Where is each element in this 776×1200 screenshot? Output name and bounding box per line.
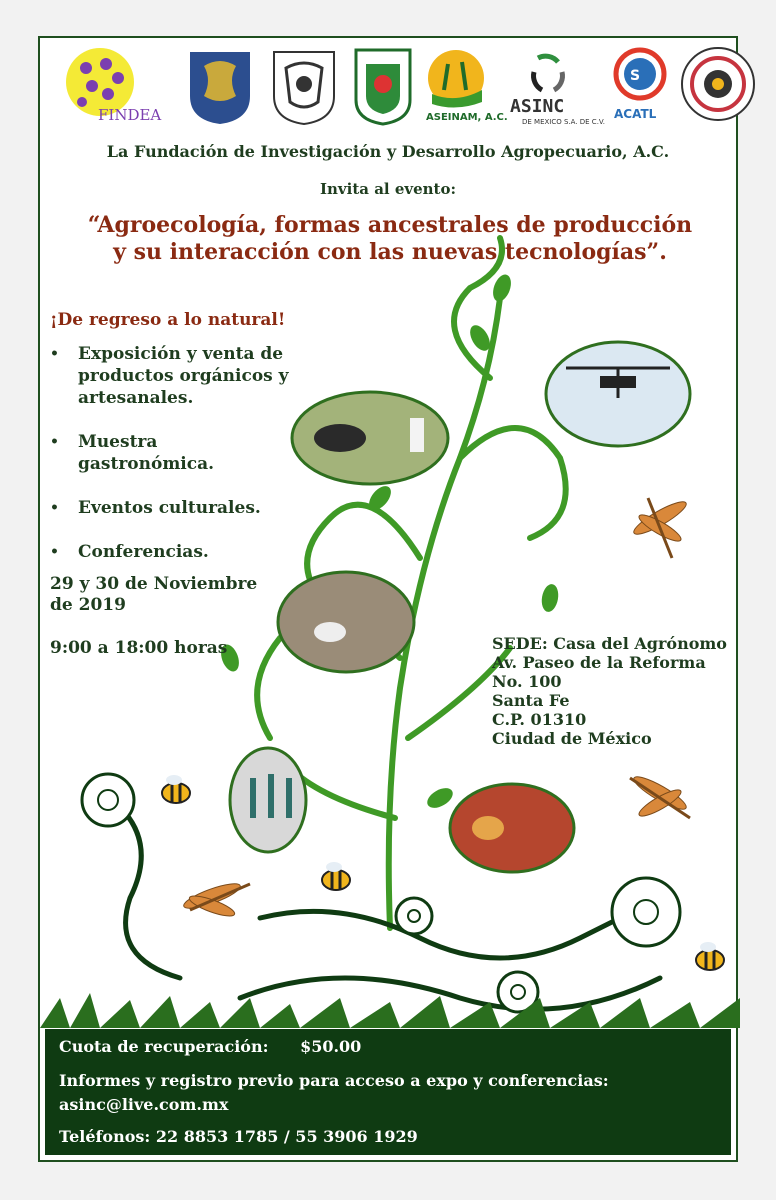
list-item-line: artesanales. [78,388,194,408]
flower-icon [82,774,134,826]
asinc-logo-text: ASINC [510,96,565,117]
venue-line: Santa Fe [492,691,570,710]
registration-info: Informes y registro previo para acceso a expo y conferencias: [59,1071,609,1090]
asinc-logo-subtext: DE MEXICO S.A. DE C.V. [522,118,606,126]
swirl-vine [260,898,660,958]
vine-branch [454,238,502,378]
dragonfly-icon [181,879,250,920]
venue-line: SEDE: Casa del Agrónomo [492,634,727,653]
activities-list [50,343,320,585]
swirl-vine [240,978,660,1009]
venue-line: Ciudad de México [492,729,652,748]
list-item-line: Exposición y venta de [78,344,284,364]
list-item [50,541,320,563]
fee-label: Cuota de recuperación: [59,1037,269,1056]
invite-text: Invita al evento: [319,180,457,198]
event-poster [38,36,738,1162]
event-dates-line1: 29 y 30 de Noviembre [50,574,258,594]
leaf-shape [490,272,515,304]
contact-phones: Teléfonos: 22 8853 1785 / 55 3906 1929 [59,1127,418,1146]
venue-line: Av. Paseo de la Reforma [492,653,706,672]
contact-footer [44,1028,732,1156]
bee-icon [696,942,724,970]
ballet-dancers-photo [230,748,306,852]
bee-icon [322,862,350,890]
list-item [50,431,320,475]
grass-strip [40,993,740,1028]
slogan: ¡De regreso a lo natural! [50,310,286,330]
leaf-shape [540,583,561,613]
svg-text:S: S [630,68,641,84]
list-item-line: productos orgánicos y [78,366,289,386]
bullet-icon: • [50,346,59,362]
list-item-line: Muestra [78,432,158,452]
list-item [50,497,320,519]
bullet-icon: • [50,434,59,450]
livestock-stable-photo [278,572,414,672]
venue-address [492,634,727,748]
event-hours: 9:00 a 18:00 horas [50,638,228,658]
list-item-line: Eventos culturales. [78,498,261,518]
bullet-icon: • [50,500,59,516]
event-dates-line2: de 2019 [50,595,126,615]
organization-name: La Fundación de Investigación y Desarrollo Agropecuario, A.C. [106,142,670,161]
list-item [50,343,320,409]
swirl-vine [110,798,180,978]
findea-logo-text: FINDEA [98,106,162,124]
event-dates [50,574,290,616]
event-title-line1: “Agroecología, formas ancestrales de producción [87,212,693,238]
dragonfly-icon [630,772,690,820]
vine-branch [460,428,566,538]
dragonfly-icon [631,497,690,558]
bullet-icon: • [50,544,59,560]
flower-icon [396,898,432,934]
list-item-line: Conferencias. [78,542,209,562]
contact-email[interactable]: asinc@live.com.mx [59,1095,229,1114]
list-item-line: gastronómica. [78,454,215,474]
aseinam-logo-text: ASEINAM, A.C. [426,112,508,123]
venue-line: C.P. 01310 [492,710,587,729]
traditional-food-photo [450,784,574,872]
acatl-logo-text: ACATL [614,107,657,121]
fee-value: $50.00 [300,1037,362,1056]
flower-icon [612,878,680,946]
leaf-shape [424,784,456,812]
fee-row [59,1037,361,1056]
drone-photo [546,342,690,446]
event-title-line2: y su interacción con las nuevas tecnologías”. [113,239,667,265]
bee-icon [162,775,190,803]
venue-line: No. 100 [492,672,562,691]
